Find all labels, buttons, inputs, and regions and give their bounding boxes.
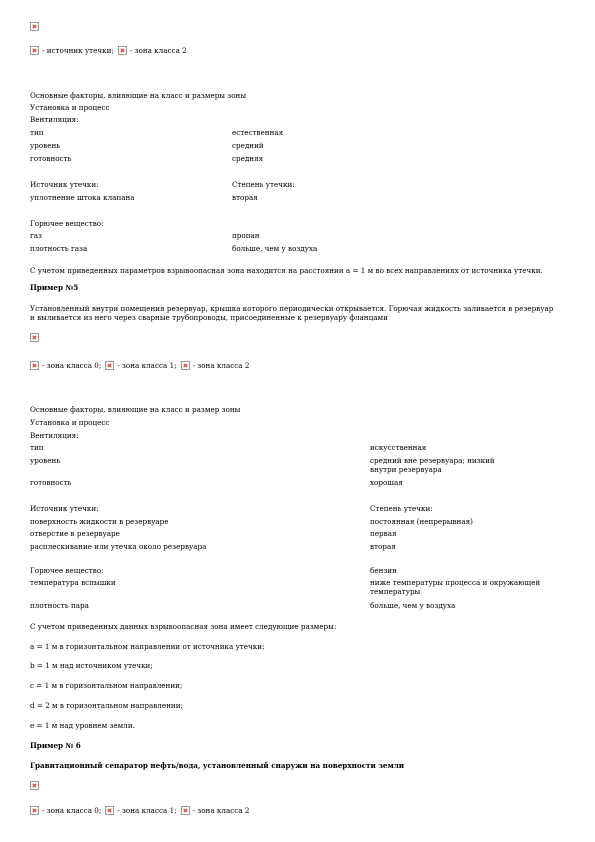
param-value: вторая: [370, 542, 396, 551]
legend-zone1-icon: [105, 806, 114, 815]
broken-image-icon: [30, 781, 39, 790]
example6-title: Пример № 6: [30, 741, 81, 750]
legend-row: [30, 806, 249, 815]
fuel-label: Горючее вещество:: [30, 219, 104, 228]
param-name: готовность: [30, 478, 72, 487]
legend-zone2-label: - зона класса 2: [129, 46, 187, 55]
param-value: пропан: [232, 231, 260, 240]
param-name: плотность газа: [30, 244, 88, 253]
legend-source-label: - источник утечки;: [42, 46, 114, 55]
example5-description: Установленный внутри помещения резервуар, крышка которого периодически открывается. Горючая жидкость заливается в резервуар и выливается из него через сварные трубопроводы, присоединенные к резервуару фланцами: [30, 304, 554, 322]
dimension-item: e = 1 м над уровнем земли.: [30, 721, 135, 730]
param-name: тип: [30, 128, 44, 137]
legend-zone2-icon: [181, 806, 190, 815]
param-name: газ: [30, 231, 42, 240]
param-value: средний: [232, 141, 264, 150]
install-label: Установка и процесс: [30, 103, 110, 112]
dimensions-intro: С учетом приведенных данных взрывоопасная зона имеет следующие размеры:: [30, 622, 337, 631]
param-value: ниже температуры процесса и окружающей температуры: [370, 578, 541, 596]
fuel-label: Горючее вещество:: [30, 566, 104, 575]
dimension-item: b = 1 м над источником утечки;: [30, 661, 153, 670]
legend-zone0-icon: [30, 806, 39, 815]
legend-zone2-label: - зона класса 2: [192, 806, 250, 815]
dimension-item: a = 1 м в горизонтальном направлении от источника утечки;: [30, 642, 265, 651]
param-name: отверстие в резервуаре: [30, 529, 120, 538]
dimension-item: d = 2 м в горизонтальном направлении;: [30, 701, 183, 710]
param-value: постоянная (непрерывная): [370, 517, 473, 526]
legend-zone0-label: - зона класса 0;: [42, 361, 102, 370]
legend-source-icon: [30, 46, 39, 55]
legend-row: [30, 361, 249, 370]
param-value: средняя: [232, 154, 264, 163]
param-name: уровень: [30, 456, 61, 465]
param-value: средний вне резервуара; низкий внутри резервуара: [370, 456, 495, 474]
param-name: температура вспышки: [30, 578, 116, 587]
leak-degree-label: Степень утечки:: [232, 180, 295, 189]
example5-title: Пример №5: [30, 283, 79, 292]
fuel-value: бензин: [370, 566, 397, 575]
factors-heading: Основные факторы, влияющие на класс и размер зоны: [30, 405, 241, 414]
legend-zone2-icon: [181, 361, 190, 370]
param-value: вторая: [232, 193, 258, 202]
param-name: плотность пара: [30, 601, 89, 610]
legend-zone0-icon: [30, 361, 39, 370]
legend-zone1-label: - зона класса 1;: [117, 361, 177, 370]
source-label: Источник утечки:: [30, 504, 99, 513]
legend-zone1-icon: [105, 361, 114, 370]
param-name: тип: [30, 443, 44, 452]
param-value: искусственная: [370, 443, 427, 452]
source-label: Источник утечки:: [30, 180, 99, 189]
install-label: Установка и процесс: [30, 418, 110, 427]
param-value: больше, чем у воздуха: [370, 601, 456, 610]
vent-label: Вентиляция:: [30, 431, 79, 440]
legend-zone2-icon: [118, 46, 127, 55]
example6-description: Гравитационный сепаратор нефть/вода, установленный снаружи на поверхности земли: [30, 761, 405, 770]
broken-image-icon: [30, 333, 39, 342]
legend-row: [30, 46, 187, 55]
param-name: уровень: [30, 141, 61, 150]
param-value: хорошая: [370, 478, 403, 487]
param-value: естественная: [232, 128, 284, 137]
param-value: первая: [370, 529, 397, 538]
param-name: уплотнение штока клапана: [30, 193, 135, 202]
leak-degree-label: Степень утечки:: [370, 504, 433, 513]
vent-label: Вентиляция:: [30, 115, 79, 124]
broken-image-icon: [30, 22, 39, 31]
legend-zone2-label: - зона класса 2: [192, 361, 250, 370]
param-name: расплескивание или утечка около резервуара: [30, 542, 207, 551]
factors-heading: Основные факторы, влияющие на класс и размеры зоны: [30, 91, 247, 100]
param-name: готовность: [30, 154, 72, 163]
dimension-item: c = 1 м в горизонтальном направлении;: [30, 681, 183, 690]
param-name: поверхность жидкости в резервуаре: [30, 517, 169, 526]
conclusion-text: С учетом приведенных параметров взрывоопасная зона находится на расстоянии а = 1 м во всех направлениях от источника утечки.: [30, 266, 543, 275]
legend-zone1-label: - зона класса 1;: [117, 806, 177, 815]
legend-zone0-label: - зона класса 0;: [42, 806, 102, 815]
param-value: больше, чем у воздуха: [232, 244, 318, 253]
